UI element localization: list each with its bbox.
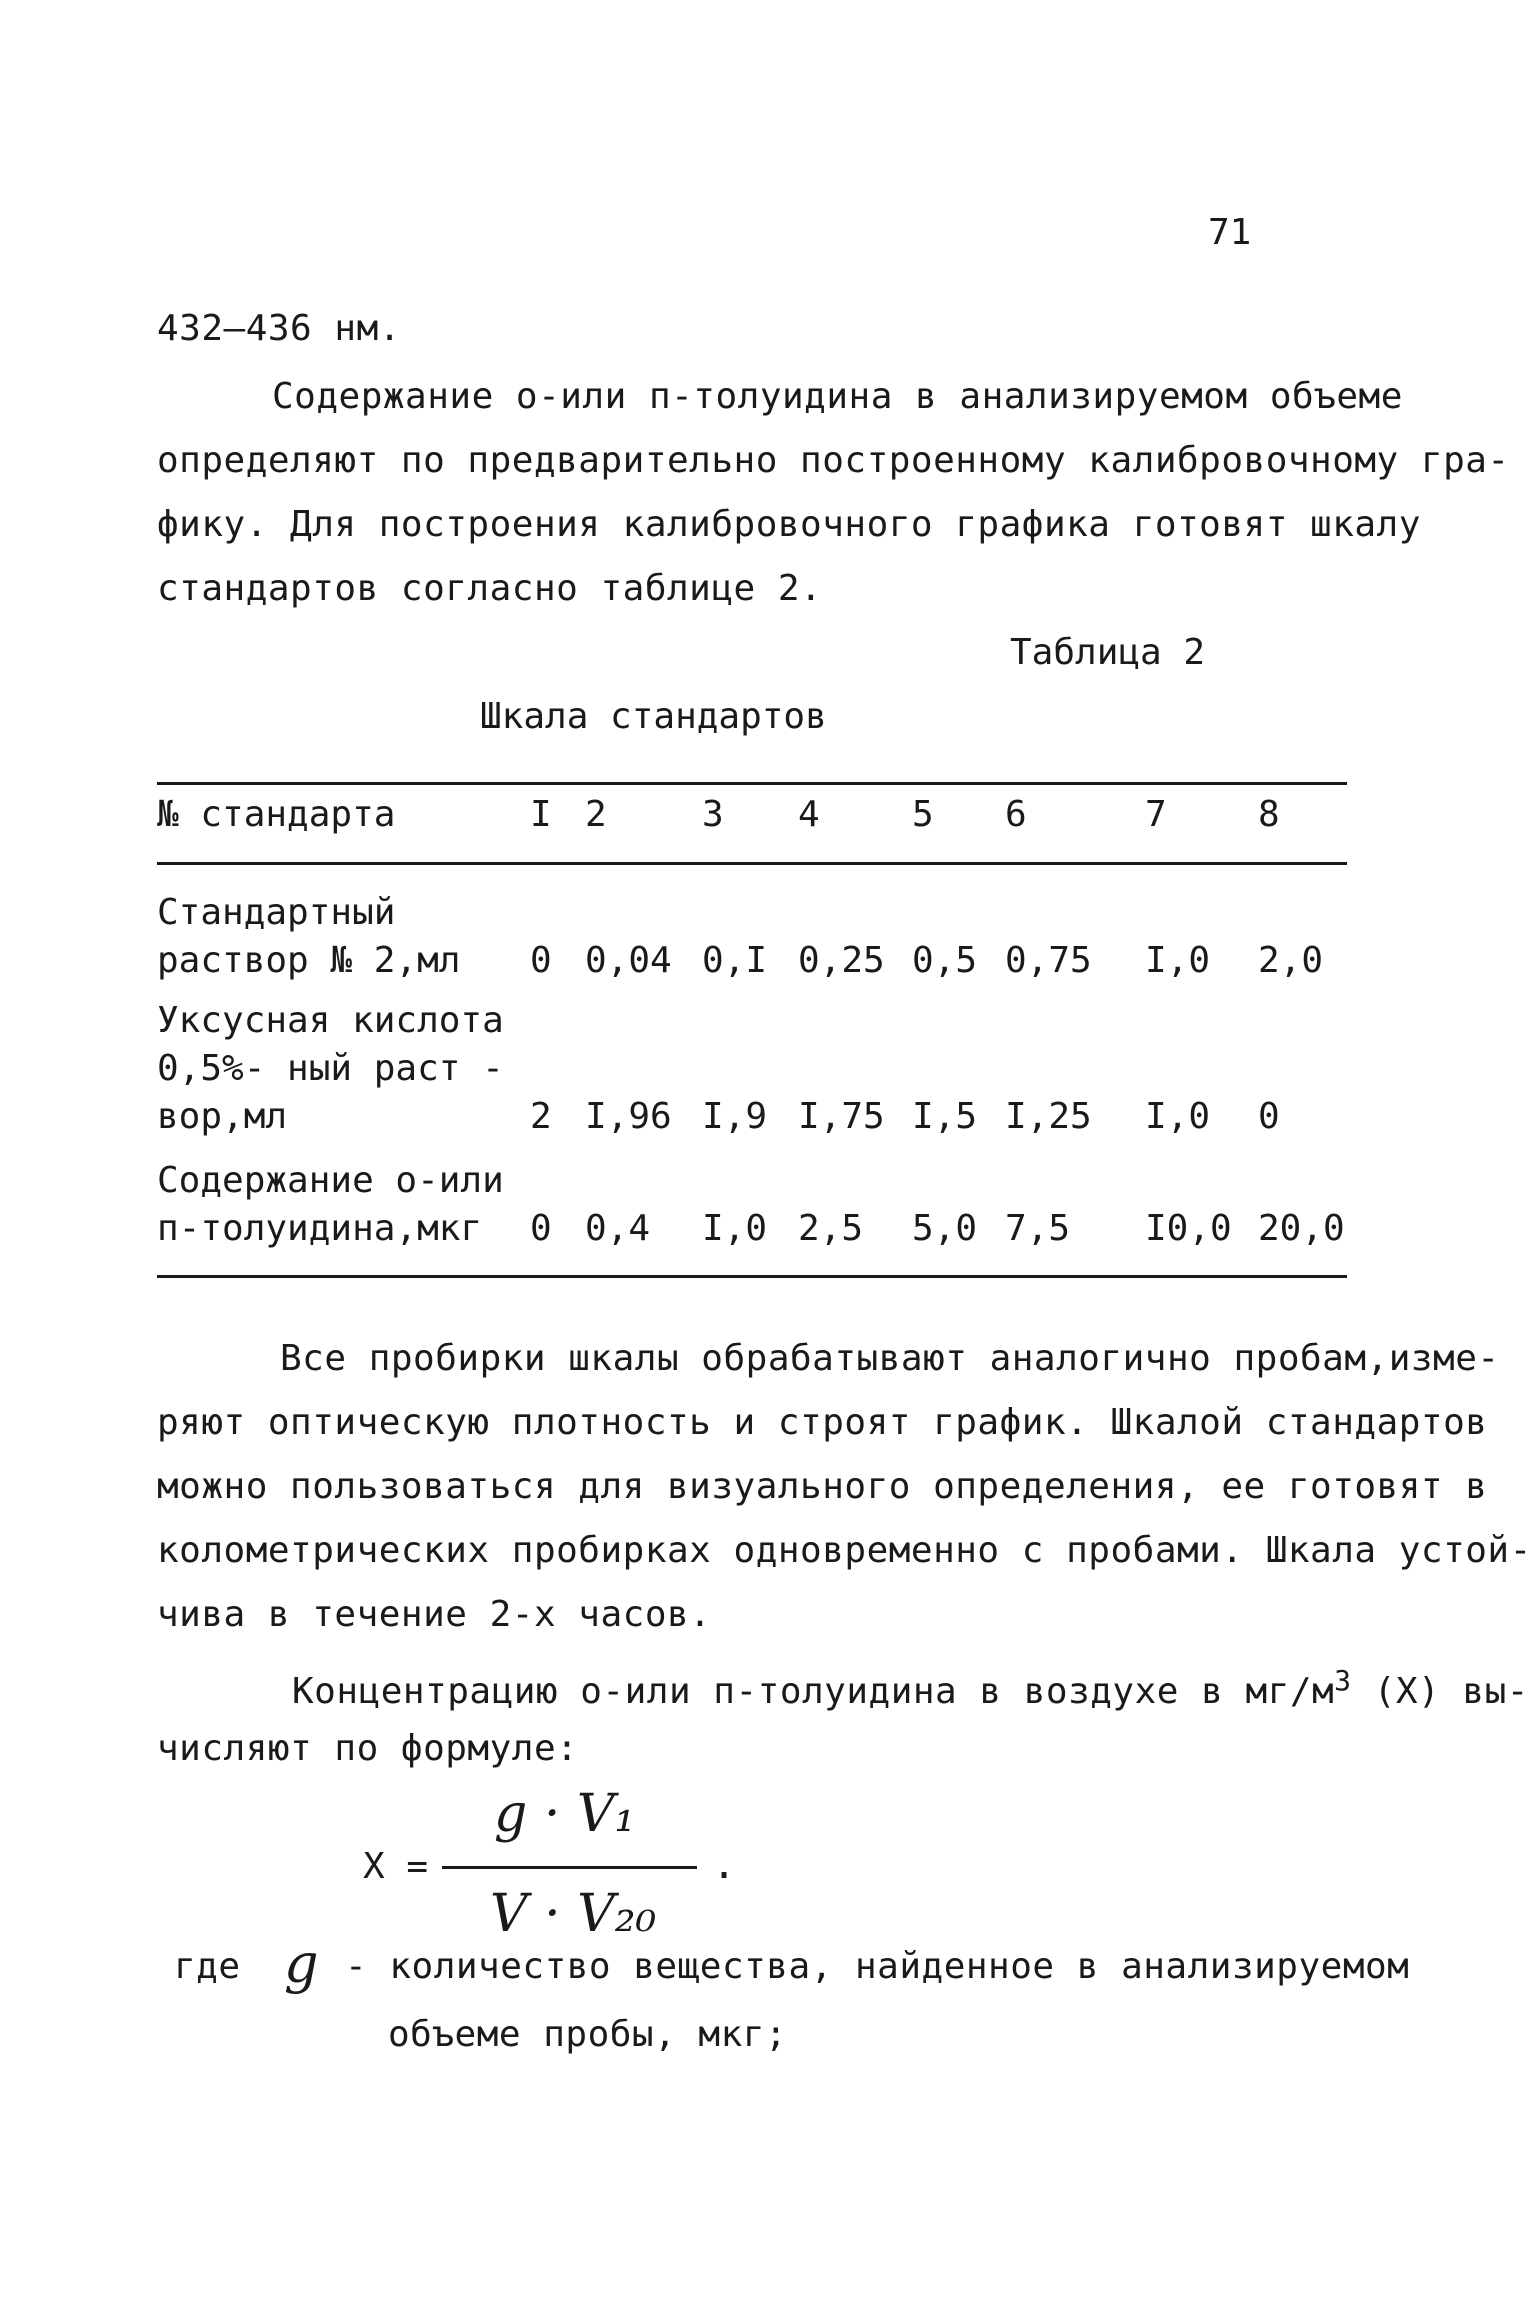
paragraph-2-line: можно пользоваться для визуального определения, ее готовят в <box>157 1466 1488 1507</box>
table-row-label: вор,мл <box>157 1096 288 1137</box>
paragraph-2-line: Все пробирки шкалы обрабатывают аналогично пробам,изме- <box>280 1338 1500 1379</box>
table-cell: 0,4 <box>585 1208 651 1249</box>
table-cell: I,96 <box>585 1096 672 1137</box>
table-cell: 0 <box>1258 1096 1280 1137</box>
table-cell: 20,0 <box>1258 1208 1345 1249</box>
table-bottom-rule <box>157 1275 1347 1278</box>
table-header-rule <box>157 862 1347 865</box>
paragraph-2-line: ряют оптическую плотность и строят график. Шкалой стандартов <box>157 1402 1488 1443</box>
table-cell: 2,5 <box>798 1208 864 1249</box>
paragraph-2-line: колометрических пробирках одновременно с пробами. Шкала устой- <box>157 1530 1532 1571</box>
table-header-col: 6 <box>1005 794 1027 835</box>
table-cell: 0,I <box>702 940 768 981</box>
table-cell: 0,5 <box>912 940 978 981</box>
table-cell: 0,04 <box>585 940 672 981</box>
formula-lhs: X = <box>363 1846 429 1887</box>
intro-line: 432–436 нм. <box>157 308 401 349</box>
table-row-label: Стандартный <box>157 892 396 933</box>
table-label: Таблица 2 <box>1010 632 1206 673</box>
table-row-label: раствор № 2,мл <box>157 940 461 981</box>
table-row-label: Уксусная кислота <box>157 1000 504 1041</box>
table-row-label: 0,5%- ный раст - <box>157 1048 504 1089</box>
formula-numerator: g · V₁ <box>494 1784 636 1844</box>
table-cell: I,9 <box>702 1096 768 1137</box>
definition-symbol: g <box>284 1932 319 1995</box>
formula-denominator: V · V₂₀ <box>490 1884 657 1944</box>
table-header-col: 2 <box>585 794 607 835</box>
table-title: Шкала стандартов <box>480 696 827 737</box>
table-header-col: 8 <box>1258 794 1280 835</box>
paragraph-1-line: фику. Для построения калибровочного графика готовят шкалу <box>157 504 1421 545</box>
table-top-rule <box>157 782 1347 785</box>
table-cell: 0,25 <box>798 940 885 981</box>
paragraph-3-line-1 <box>292 1664 1529 1712</box>
fraction-bar <box>442 1866 697 1869</box>
table-cell: 7,5 <box>1005 1208 1071 1249</box>
table-cell: I,75 <box>798 1096 885 1137</box>
table-cell: 2,0 <box>1258 940 1324 981</box>
table-header-col: 3 <box>702 794 724 835</box>
table-row-label: Содержание о-или <box>157 1160 504 1201</box>
table-cell: I,0 <box>1145 1096 1211 1137</box>
table-cell: I0,0 <box>1145 1208 1232 1249</box>
paragraph-1-line: определяют по предварительно построенному калибровочному гра- <box>157 440 1510 481</box>
table-header-first: № стандарта <box>157 794 396 835</box>
paragraph-2-line: чива в течение 2-х часов. <box>157 1594 712 1635</box>
table-cell: 0 <box>530 940 552 981</box>
table-header-col: I <box>530 794 552 835</box>
paragraph-3-line-1-end: (X) вы- <box>1351 1671 1529 1712</box>
table-cell: 2 <box>530 1096 552 1137</box>
paragraph-1-line: стандартов согласно таблице 2. <box>157 568 823 609</box>
paragraph-3-line-2: числяют по формуле: <box>157 1728 579 1769</box>
table-cell: I,5 <box>912 1096 978 1137</box>
table-header-col: 5 <box>912 794 934 835</box>
table-header-col: 4 <box>798 794 820 835</box>
definition-text-line-1: - количество вещества, найденное в анализируемом <box>345 1946 1410 1987</box>
definition-where: где <box>174 1946 241 1987</box>
table-cell: 0 <box>530 1208 552 1249</box>
table-row-label: п-толуидина,мкг <box>157 1208 483 1249</box>
formula-trailing: . <box>712 1842 737 1888</box>
table-cell: I,0 <box>702 1208 768 1249</box>
definition-text-line-2: объеме пробы, мкг; <box>388 2014 788 2055</box>
paragraph-3-line-1-start: Концентрацию о-или п-толуидина в воздухе в мг/м <box>292 1671 1335 1712</box>
table-cell: 5,0 <box>912 1208 978 1249</box>
superscript-cubed: 3 <box>1334 1664 1352 1697</box>
table-cell: I,25 <box>1005 1096 1092 1137</box>
paragraph-1-line: Содержание о-или п-толуидина в анализируемом объеме <box>272 376 1403 417</box>
table-cell: 0,75 <box>1005 940 1092 981</box>
table-header-col: 7 <box>1145 794 1167 835</box>
table-cell: I,0 <box>1145 940 1211 981</box>
page-number: 71 <box>1208 212 1252 253</box>
